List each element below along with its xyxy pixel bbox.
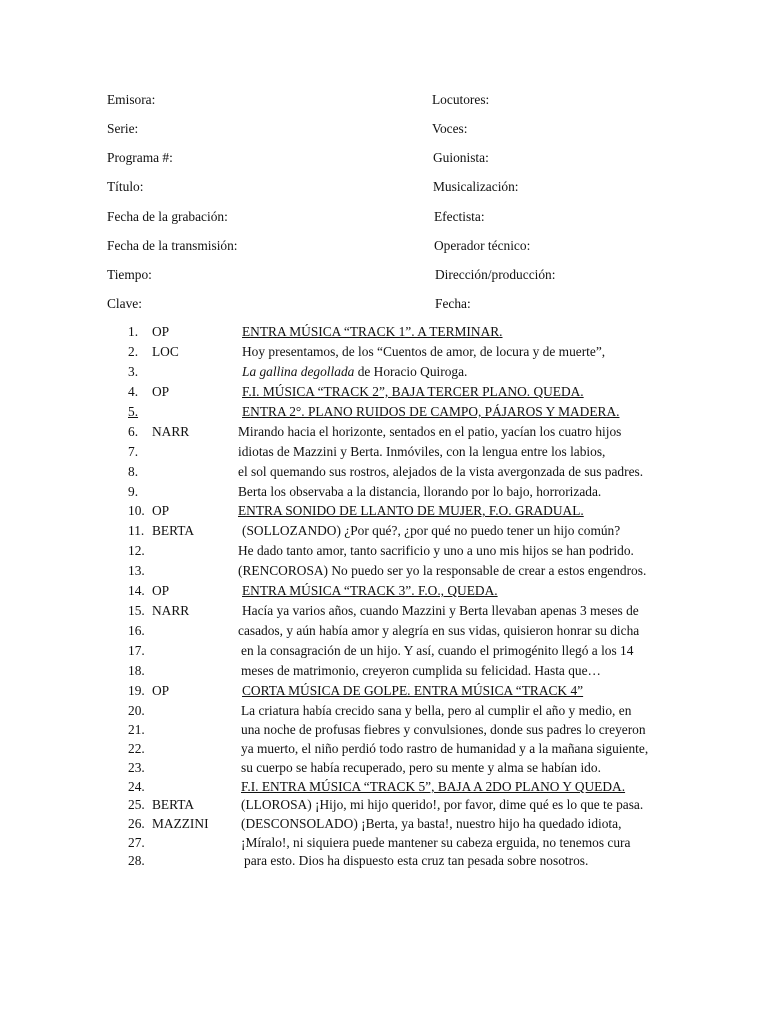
line-text: ya muerto, el niño perdió todo rastro de humanidad y a la mañana siguiente, xyxy=(241,741,649,756)
line-text: Berta los observaba a la distancia, llorando por lo bajo, horrorizada. xyxy=(238,484,602,499)
line-text: Hoy presentamos, de los “Cuentos de amor, de locura y de muerte”, xyxy=(242,344,606,359)
script-line-28 xyxy=(0,851,768,871)
script-line-16 xyxy=(0,621,768,641)
line-text: CORTA MÚSICA DE GOLPE. ENTRA MÚSICA “TRACK 4” xyxy=(242,683,584,698)
script-line-5 xyxy=(0,402,768,422)
script-line-2 xyxy=(0,342,768,362)
field-operador-tecnico: Operador técnico: xyxy=(434,238,531,253)
field-musicalizacion: Musicalización: xyxy=(433,179,519,194)
line-number: 18. xyxy=(128,663,145,678)
line-text: casados, y aún había amor y alegría en sus vidas, quisieron honrar su dicha xyxy=(238,623,640,638)
line-speaker: OP xyxy=(152,324,170,339)
line-text: Hacía ya varios años, cuando Mazzini y Berta llevaban apenas 3 meses de xyxy=(242,603,639,618)
line-text xyxy=(242,362,467,382)
line-text: una noche de profusas fiebres y convulsiones, donde sus padres lo creyeron xyxy=(241,722,646,737)
field-emisora: Emisora: xyxy=(107,92,156,107)
script-line-13 xyxy=(0,561,768,581)
line-number: 16. xyxy=(128,623,145,638)
line-text: ¡Míralo!, ni siquiera puede mantener su cabeza erguida, no tenemos cura xyxy=(241,835,631,850)
line-number: 14. xyxy=(128,583,145,598)
script-line-18 xyxy=(0,661,768,681)
line-number: 11. xyxy=(128,523,145,538)
line-speaker: BERTA xyxy=(152,797,195,812)
line-text: ENTRA MÚSICA “TRACK 1”. A TERMINAR. xyxy=(242,324,503,339)
line-speaker: LOC xyxy=(152,344,179,359)
line-text-rest: de Horacio Quiroga. xyxy=(354,364,468,379)
field-voces: Voces: xyxy=(432,121,468,136)
field-direccion-produccion: Dirección/producción: xyxy=(435,267,556,282)
line-number: 6. xyxy=(128,424,139,439)
line-text: F.I. MÚSICA “TRACK 2”, BAJA TERCER PLANO. QUEDA. xyxy=(242,384,584,399)
line-text: He dado tanto amor, tanto sacrificio y uno a uno mis hijos se han podrido. xyxy=(238,543,634,558)
line-text: (LLOROSA) ¡Hijo, mi hijo querido!, por favor, dime qué es lo que te pasa. xyxy=(241,797,644,812)
field-guionista: Guionista: xyxy=(433,150,489,165)
line-number: 8. xyxy=(128,464,139,479)
line-number: 5. xyxy=(128,404,139,419)
script-line-9 xyxy=(0,482,768,502)
line-number: 23. xyxy=(128,760,145,775)
script-line-17 xyxy=(0,641,768,661)
field-clave: Clave: xyxy=(107,296,142,311)
line-text: ENTRA SONIDO DE LLANTO DE MUJER, F.O. GRADUAL. xyxy=(238,503,584,518)
line-number: 25. xyxy=(128,797,145,812)
line-number: 22. xyxy=(128,741,145,756)
story-title: La gallina degollada xyxy=(242,364,355,379)
line-number: 2. xyxy=(128,344,139,359)
script-line-12 xyxy=(0,541,768,561)
script-line-21 xyxy=(0,720,768,740)
script-line-4 xyxy=(0,382,768,402)
line-speaker: OP xyxy=(152,503,170,518)
line-text: meses de matrimonio, creyeron cumplida su felicidad. Hasta que… xyxy=(241,663,601,678)
field-programa: Programa #: xyxy=(107,150,173,165)
line-number: 24. xyxy=(128,779,145,794)
line-number: 20. xyxy=(128,703,145,718)
line-speaker: MAZZINI xyxy=(152,816,209,831)
line-number: 26. xyxy=(128,816,145,831)
line-text: para esto. Dios ha dispuesto esta cruz tan pesada sobre nosotros. xyxy=(244,853,589,868)
line-text: su cuerpo se había recuperado, pero su mente y alma se habían ido. xyxy=(241,760,601,775)
line-number: 1. xyxy=(128,324,139,339)
line-speaker: NARR xyxy=(152,424,190,439)
line-number: 12. xyxy=(128,543,145,558)
line-speaker: OP xyxy=(152,583,170,598)
script-line-11 xyxy=(0,521,768,541)
script-line-20 xyxy=(0,701,768,721)
script-line-10 xyxy=(0,501,768,521)
line-text: idiotas de Mazzini y Berta. Inmóviles, con la lengua entre los labios, xyxy=(238,444,606,459)
line-text: el sol quemando sus rostros, alejados de la vista avergonzada de sus padres. xyxy=(238,464,644,479)
line-number: 10. xyxy=(128,503,145,518)
script-line-8 xyxy=(0,462,768,482)
field-tiempo: Tiempo: xyxy=(107,267,152,282)
line-text: (SOLLOZANDO) ¿Por qué?, ¿por qué no puedo tener un hijo común? xyxy=(242,523,621,538)
line-number: 15. xyxy=(128,603,145,618)
line-text: ENTRA 2°. PLANO RUIDOS DE CAMPO, PÁJAROS Y MADERA. xyxy=(242,404,620,419)
script-line-7 xyxy=(0,442,768,462)
script-line-6 xyxy=(0,422,768,442)
script-line-25 xyxy=(0,795,768,815)
line-speaker: NARR xyxy=(152,603,190,618)
line-number: 7. xyxy=(128,444,139,459)
script-line-24 xyxy=(0,777,768,797)
script-line-27 xyxy=(0,833,768,853)
line-number: 28. xyxy=(128,853,145,868)
line-number: 21. xyxy=(128,722,145,737)
line-text: La criatura había crecido sana y bella, pero al cumplir el año y medio, en xyxy=(241,703,632,718)
field-fecha-grabacion: Fecha de la grabación: xyxy=(107,209,228,224)
field-fecha: Fecha: xyxy=(435,296,471,311)
line-text: Mirando hacia el horizonte, sentados en el patio, yacían los cuatro hijos xyxy=(238,424,622,439)
line-text: (DESCONSOLADO) ¡Berta, ya basta!, nuestro hijo ha quedado idiota, xyxy=(241,816,622,831)
script-line-23 xyxy=(0,758,768,778)
line-number: 17. xyxy=(128,643,145,658)
script-line-26 xyxy=(0,814,768,834)
field-titulo: Título: xyxy=(107,179,144,194)
script-line-14 xyxy=(0,581,768,601)
field-locutores: Locutores: xyxy=(432,92,490,107)
script-line-15 xyxy=(0,601,768,621)
line-text: (RENCOROSA) No puedo ser yo la responsable de crear a estos engendros. xyxy=(238,563,647,578)
line-speaker: OP xyxy=(152,384,170,399)
line-speaker: BERTA xyxy=(152,523,195,538)
field-efectista: Efectista: xyxy=(434,209,485,224)
line-number: 27. xyxy=(128,835,145,850)
line-number: 9. xyxy=(128,484,139,499)
line-number: 3. xyxy=(128,364,139,379)
field-fecha-transmision: Fecha de la transmisión: xyxy=(107,238,238,253)
line-speaker: OP xyxy=(152,683,170,698)
line-number: 4. xyxy=(128,384,139,399)
script-line-22 xyxy=(0,739,768,759)
script-line-1 xyxy=(0,322,768,342)
script-line-19 xyxy=(0,681,768,701)
field-serie: Serie: xyxy=(107,121,139,136)
line-text: en la consagración de un hijo. Y así, cuando el primogénito llegó a los 14 xyxy=(241,643,634,658)
script-line-3 xyxy=(0,362,768,382)
line-number: 13. xyxy=(128,563,145,578)
line-text: ENTRA MÚSICA “TRACK 3”. F.O., QUEDA. xyxy=(242,583,498,598)
line-number: 19. xyxy=(128,683,145,698)
line-text: F.I. ENTRA MÚSICA “TRACK 5”, BAJA A 2DO PLANO Y QUEDA. xyxy=(241,779,626,794)
